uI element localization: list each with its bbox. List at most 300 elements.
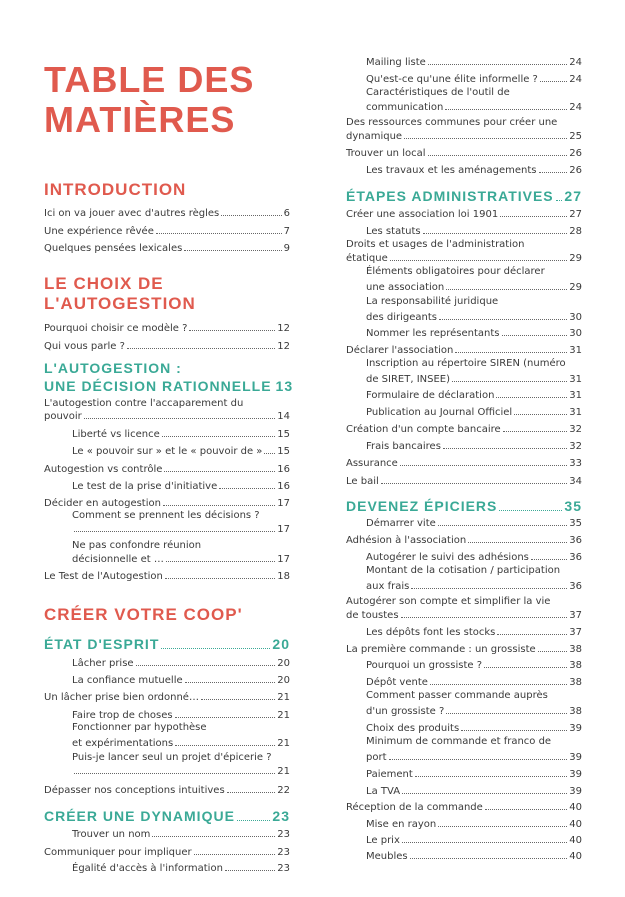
toc-entry[interactable] bbox=[366, 517, 582, 530]
dot-leader bbox=[538, 643, 568, 652]
dot-leader bbox=[184, 242, 281, 251]
toc-entry-label: une association bbox=[366, 282, 445, 293]
toc-entry[interactable] bbox=[366, 850, 582, 863]
toc-entry-label: communication bbox=[366, 102, 444, 113]
dot-leader bbox=[161, 637, 270, 649]
dot-leader bbox=[165, 570, 275, 579]
dot-leader bbox=[439, 311, 567, 320]
page-number: 39 bbox=[569, 752, 582, 763]
toc-entry-label: dynamique bbox=[346, 131, 403, 142]
toc-entry-label: Le « pouvoir sur » et le « pouvoir de » bbox=[72, 446, 263, 457]
page-number: 39 bbox=[569, 723, 582, 734]
toc-entry[interactable] bbox=[366, 659, 582, 672]
toc-entry-text bbox=[366, 295, 582, 308]
dot-leader bbox=[446, 281, 567, 290]
page-number: 17 bbox=[277, 498, 290, 509]
toc-entry-text bbox=[72, 539, 290, 552]
toc-entry[interactable] bbox=[346, 534, 582, 547]
toc-entry-text bbox=[366, 86, 582, 99]
toc-entry[interactable] bbox=[366, 818, 582, 831]
dot-leader bbox=[514, 406, 567, 415]
toc-entry[interactable] bbox=[366, 373, 582, 386]
page-number: 38 bbox=[569, 706, 582, 717]
dot-leader bbox=[438, 517, 568, 526]
dot-leader bbox=[531, 551, 567, 560]
dot-leader bbox=[497, 626, 567, 635]
chapter-title: ÉTAPES ADMINISTRATIVES bbox=[346, 188, 554, 204]
page-number: 15 bbox=[277, 446, 290, 457]
toc-entry-text bbox=[366, 357, 582, 370]
toc-entry[interactable] bbox=[44, 242, 290, 255]
toc-entry[interactable] bbox=[44, 846, 290, 859]
page-number: 38 bbox=[569, 660, 582, 671]
toc-entry-label: Communiquer pour impliquer bbox=[44, 847, 192, 858]
toc-entry-label: Comment passer commande auprès bbox=[366, 690, 548, 701]
toc-entry-label: Nommer les représentants bbox=[366, 328, 500, 339]
toc-entry[interactable] bbox=[366, 785, 582, 798]
page-number: 40 bbox=[569, 819, 582, 830]
page-number: 38 bbox=[569, 677, 582, 688]
page-number: 14 bbox=[277, 411, 290, 422]
toc-entry-label: Qui vous parle ? bbox=[44, 341, 125, 352]
page-number: 37 bbox=[569, 610, 582, 621]
page-number: 31 bbox=[569, 407, 582, 418]
page-number: 27 bbox=[564, 188, 582, 204]
toc-entry-label: Égalité d'accès à l'information bbox=[72, 863, 223, 874]
dot-leader bbox=[428, 56, 567, 65]
toc-entry-label: Démarrer vite bbox=[366, 518, 436, 529]
toc-entry-text bbox=[72, 751, 290, 764]
dot-leader bbox=[539, 164, 568, 173]
page-number: 18 bbox=[277, 571, 290, 582]
page-number: 12 bbox=[277, 341, 290, 352]
toc-entry-label: Un lâcher prise bien ordonné… bbox=[44, 692, 199, 703]
toc-entry[interactable] bbox=[366, 626, 582, 639]
page-number: 21 bbox=[277, 710, 290, 721]
dot-leader bbox=[264, 445, 275, 454]
chapter-heading[interactable] bbox=[44, 636, 290, 653]
toc-entry-label: Le bail bbox=[346, 476, 379, 487]
toc-entry-label: Lâcher prise bbox=[72, 658, 134, 669]
page-number: 21 bbox=[277, 738, 290, 749]
dot-leader bbox=[499, 499, 562, 511]
toc-entry[interactable] bbox=[366, 722, 582, 735]
toc-entry[interactable] bbox=[366, 406, 582, 419]
toc-entry[interactable] bbox=[366, 56, 582, 69]
toc-entry-label: Création d'un compte bancaire bbox=[346, 424, 501, 435]
toc-entry-label: et expérimentations bbox=[72, 738, 174, 749]
chapter-title: UNE DÉCISION RATIONNELLE bbox=[44, 378, 272, 394]
page-number: 23 bbox=[277, 829, 290, 840]
toc-entry-label: L'autogestion contre l'accaparement du bbox=[44, 398, 244, 409]
dot-leader bbox=[468, 534, 567, 543]
chapter-heading[interactable] bbox=[44, 808, 290, 825]
page-number: 16 bbox=[277, 481, 290, 492]
page-title bbox=[44, 60, 304, 140]
toc-entry[interactable] bbox=[366, 676, 582, 689]
toc-entry-label: Adhésion à l'association bbox=[346, 535, 467, 546]
page-number: 28 bbox=[569, 226, 582, 237]
page-number: 34 bbox=[569, 476, 582, 487]
dot-leader bbox=[404, 130, 567, 139]
section-heading bbox=[44, 274, 196, 314]
toc-entry[interactable] bbox=[44, 340, 290, 353]
page-number: 6 bbox=[283, 208, 290, 219]
toc-entry-label: aux frais bbox=[366, 581, 410, 592]
section-heading-line: LE CHOIX DE bbox=[44, 274, 164, 293]
toc-entry-label: Droits et usages de l'administration bbox=[346, 239, 525, 250]
toc-entry-label: Ici on va jouer avec d'autres règles bbox=[44, 208, 220, 219]
toc-entry[interactable] bbox=[366, 705, 582, 718]
toc-entry[interactable] bbox=[346, 147, 582, 160]
toc-entry-label: La confiance mutuelle bbox=[72, 675, 183, 686]
toc-entry[interactable] bbox=[44, 207, 290, 220]
toc-entry[interactable] bbox=[44, 322, 290, 335]
toc-entry-text bbox=[346, 595, 582, 608]
toc-entry-label: Puis-je lancer seul un projet d'épicerie ? bbox=[72, 752, 272, 763]
toc-entry[interactable] bbox=[366, 164, 582, 177]
toc-entry-label: de toustes bbox=[346, 610, 399, 621]
toc-entry-text bbox=[72, 509, 290, 522]
dot-leader bbox=[503, 423, 568, 432]
chapter-heading: L'AUTOGESTION : bbox=[44, 360, 182, 376]
dot-leader bbox=[185, 674, 276, 683]
section-heading-line: CRÉER VOTRE COOP' bbox=[44, 605, 243, 624]
toc-entry[interactable] bbox=[346, 475, 582, 488]
page-number: 35 bbox=[569, 518, 582, 529]
toc-entry-text bbox=[366, 735, 582, 748]
dot-leader bbox=[556, 189, 563, 201]
dot-leader bbox=[84, 410, 276, 419]
dot-leader bbox=[237, 809, 271, 821]
dot-leader bbox=[166, 553, 275, 562]
dot-leader bbox=[156, 225, 282, 234]
toc-entry-label: Pourquoi un grossiste ? bbox=[366, 660, 483, 671]
chapter-title: ÉTAT D'ESPRIT bbox=[44, 636, 160, 652]
page-number: 40 bbox=[569, 802, 582, 813]
toc-entry[interactable] bbox=[72, 765, 290, 778]
toc-entry-label: Fonctionner par hypothèse bbox=[72, 722, 207, 733]
dot-leader bbox=[163, 497, 275, 506]
toc-entry[interactable] bbox=[72, 737, 290, 750]
toc-entry-label: Assurance bbox=[346, 458, 398, 469]
toc-entry-label: Trouver un local bbox=[346, 148, 426, 159]
toc-entry[interactable] bbox=[366, 751, 582, 764]
toc-entry[interactable] bbox=[366, 73, 582, 86]
toc-entry-label: Les statuts bbox=[366, 226, 421, 237]
dot-leader bbox=[201, 691, 275, 700]
chapter-title: DEVENEZ ÉPICIERS bbox=[346, 498, 498, 514]
page-number: 20 bbox=[272, 636, 290, 652]
toc-entry-label: Le test de la prise d'initiative bbox=[72, 481, 218, 492]
toc-entry-label: Qu'est-ce qu'une élite informelle ? bbox=[366, 74, 538, 85]
toc-entry-label: Décider en autogestion bbox=[44, 498, 161, 509]
toc-entry[interactable] bbox=[366, 768, 582, 781]
toc-entry[interactable] bbox=[72, 428, 290, 441]
toc-entry-label: port bbox=[366, 752, 387, 763]
toc-entry-text bbox=[366, 265, 582, 278]
dot-leader bbox=[438, 818, 567, 827]
toc-entry[interactable] bbox=[366, 311, 582, 324]
toc-entry[interactable] bbox=[72, 657, 290, 670]
page-title-line2: MATIÈRES bbox=[44, 99, 236, 140]
page-title-line1: TABLE DES bbox=[44, 59, 255, 100]
toc-entry[interactable] bbox=[72, 828, 290, 841]
toc-entry[interactable] bbox=[346, 252, 582, 265]
page-number: 40 bbox=[569, 851, 582, 862]
dot-leader bbox=[500, 208, 567, 217]
dot-leader bbox=[164, 463, 275, 472]
toc-entry-label: Le Test de l'Autogestion bbox=[44, 571, 163, 582]
dot-leader bbox=[189, 322, 275, 331]
dot-leader bbox=[162, 428, 276, 437]
dot-leader bbox=[127, 340, 275, 349]
page-number: 32 bbox=[569, 424, 582, 435]
toc-entry-label: Éléments obligatoires pour déclarer bbox=[366, 266, 545, 277]
toc-entry[interactable] bbox=[44, 570, 290, 583]
page-number: 29 bbox=[569, 282, 582, 293]
toc-entry-label: Dépôt vente bbox=[366, 677, 428, 688]
dot-leader bbox=[455, 344, 567, 353]
dot-leader bbox=[227, 784, 276, 793]
dot-leader bbox=[452, 373, 567, 382]
page-number: 39 bbox=[569, 769, 582, 780]
page-number: 29 bbox=[569, 253, 582, 264]
toc-entry-text bbox=[366, 564, 582, 577]
toc-entry-label: Trouver un nom bbox=[72, 829, 151, 840]
page-number: 23 bbox=[277, 847, 290, 858]
toc-entry[interactable] bbox=[72, 445, 290, 458]
dot-leader bbox=[540, 73, 567, 82]
toc-entry[interactable] bbox=[346, 344, 582, 357]
toc-entry-label: Minimum de commande et franco de bbox=[366, 736, 552, 747]
page-number: 24 bbox=[569, 102, 582, 113]
toc-entry-label: Le prix bbox=[366, 835, 400, 846]
dot-leader bbox=[402, 834, 567, 843]
section-heading bbox=[44, 605, 243, 625]
toc-entry[interactable] bbox=[44, 225, 290, 238]
toc-entry[interactable] bbox=[44, 463, 290, 476]
dot-leader bbox=[410, 850, 568, 859]
toc-entry[interactable] bbox=[44, 410, 290, 423]
page-number: 35 bbox=[564, 498, 582, 514]
dot-leader bbox=[194, 846, 276, 855]
dot-leader bbox=[389, 751, 568, 760]
toc-entry-label: pouvoir bbox=[44, 411, 82, 422]
toc-entry[interactable] bbox=[366, 440, 582, 453]
page-number: 31 bbox=[569, 374, 582, 385]
toc-entry[interactable] bbox=[366, 389, 582, 402]
page-number: 7 bbox=[283, 226, 290, 237]
toc-entry-text bbox=[346, 116, 582, 129]
page-number: 26 bbox=[569, 148, 582, 159]
page-number: 24 bbox=[569, 74, 582, 85]
page-number: 23 bbox=[277, 863, 290, 874]
toc-entry[interactable] bbox=[346, 643, 582, 656]
page-number: 13 bbox=[275, 378, 294, 394]
toc-entry-label: Autogérer le suivi des adhésions bbox=[366, 552, 529, 563]
page-number: 36 bbox=[569, 535, 582, 546]
section-heading bbox=[44, 180, 186, 200]
dot-leader bbox=[445, 101, 567, 110]
page-number: 36 bbox=[569, 552, 582, 563]
page-number: 20 bbox=[277, 658, 290, 669]
toc-entry-label: Montant de la cotisation / participation bbox=[366, 565, 561, 576]
dot-leader bbox=[74, 765, 275, 774]
page-number: 27 bbox=[569, 209, 582, 220]
dot-leader bbox=[136, 657, 276, 666]
page-number: 20 bbox=[277, 675, 290, 686]
page-number: 38 bbox=[569, 644, 582, 655]
toc-entry-label: Meubles bbox=[366, 851, 408, 862]
toc-entry[interactable] bbox=[72, 480, 290, 493]
page-number: 21 bbox=[277, 692, 290, 703]
dot-leader bbox=[381, 475, 568, 484]
page-number: 39 bbox=[569, 786, 582, 797]
toc-entry-label: Autogestion vs contrôle bbox=[44, 464, 163, 475]
chapter-heading[interactable] bbox=[44, 378, 294, 395]
dot-leader bbox=[446, 705, 567, 714]
page-number: 23 bbox=[272, 808, 290, 824]
toc-entry[interactable] bbox=[366, 551, 582, 564]
page-number: 36 bbox=[569, 581, 582, 592]
dot-leader bbox=[423, 225, 568, 234]
toc-entry-label: d'un grossiste ? bbox=[366, 706, 445, 717]
dot-leader bbox=[74, 523, 275, 532]
toc-entry[interactable] bbox=[72, 553, 290, 566]
toc-entry-label: La TVA bbox=[366, 786, 401, 797]
page-number: 30 bbox=[569, 312, 582, 323]
page-number: 31 bbox=[569, 345, 582, 356]
toc-entry-label: Réception de la commande bbox=[346, 802, 483, 813]
dot-leader bbox=[415, 768, 567, 777]
toc-entry[interactable] bbox=[366, 834, 582, 847]
toc-entry[interactable] bbox=[366, 580, 582, 593]
toc-entry-label: de SIRET, INSEE) bbox=[366, 374, 451, 385]
toc-entry[interactable] bbox=[366, 327, 582, 340]
toc-entry-text bbox=[346, 238, 582, 251]
dot-leader bbox=[485, 801, 567, 810]
toc-entry-label: La première commande : un grossiste bbox=[346, 644, 536, 655]
dot-leader bbox=[461, 722, 567, 731]
dot-leader bbox=[400, 457, 567, 466]
dot-leader bbox=[402, 785, 567, 794]
toc-entry-label: Quelques pensées lexicales bbox=[44, 243, 183, 254]
page-number: 37 bbox=[569, 627, 582, 638]
toc-entry-label: Des ressources communes pour créer une bbox=[346, 117, 558, 128]
section-heading-line: INTRODUCTION bbox=[44, 180, 187, 199]
toc-entry-label: La responsabilité juridique bbox=[366, 296, 499, 307]
toc-entry-text bbox=[72, 721, 290, 734]
dot-leader bbox=[175, 737, 275, 746]
toc-entry-label: Les travaux et les aménagements bbox=[366, 165, 537, 176]
dot-leader bbox=[502, 327, 568, 336]
toc-entry[interactable] bbox=[366, 225, 582, 238]
dot-leader bbox=[411, 580, 567, 589]
page-number: 17 bbox=[277, 554, 290, 565]
toc-entry-label: Frais bancaires bbox=[366, 441, 441, 452]
toc-entry-label: Pourquoi choisir ce modèle ? bbox=[44, 323, 188, 334]
toc-entry-label: Paiement bbox=[366, 769, 413, 780]
dot-leader bbox=[443, 440, 567, 449]
dot-leader bbox=[225, 862, 275, 871]
toc-entry-label: Liberté vs licence bbox=[72, 429, 160, 440]
toc-entry-label: Mailing liste bbox=[366, 57, 426, 68]
toc-entry[interactable] bbox=[346, 208, 582, 221]
toc-entry[interactable] bbox=[366, 281, 582, 294]
toc-entry[interactable] bbox=[346, 457, 582, 470]
section-heading-line: L'AUTOGESTION bbox=[44, 294, 196, 313]
toc-entry[interactable] bbox=[72, 523, 290, 536]
page-number: 32 bbox=[569, 441, 582, 452]
page-number: 15 bbox=[277, 429, 290, 440]
toc-entry-label: Dépasser nos conceptions intuitives bbox=[44, 785, 225, 796]
chapter-heading[interactable] bbox=[346, 188, 582, 205]
dot-leader bbox=[428, 147, 568, 156]
page-number: 30 bbox=[569, 328, 582, 339]
dot-leader bbox=[221, 207, 281, 216]
page-number: 9 bbox=[283, 243, 290, 254]
dot-leader bbox=[390, 252, 568, 261]
toc-entry-label: Formulaire de déclaration bbox=[366, 390, 495, 401]
dot-leader bbox=[430, 676, 567, 685]
toc-entry-label: Créer une association loi 1901 bbox=[346, 209, 499, 220]
toc-entry-label: Comment se prennent les décisions ? bbox=[72, 510, 260, 521]
dot-leader bbox=[496, 389, 567, 398]
toc-entry-label: Caractéristiques de l'outil de bbox=[366, 87, 510, 98]
toc-entry[interactable] bbox=[346, 801, 582, 814]
toc-entry-label: décisionnelle et … bbox=[72, 554, 164, 565]
page-number: 22 bbox=[277, 785, 290, 796]
page-number: 40 bbox=[569, 835, 582, 846]
page-number: 16 bbox=[277, 464, 290, 475]
page-number: 17 bbox=[277, 524, 290, 535]
dot-leader bbox=[484, 659, 567, 668]
page-number: 31 bbox=[569, 390, 582, 401]
toc-entry-label: Choix des produits bbox=[366, 723, 460, 734]
toc-entry[interactable] bbox=[346, 130, 582, 143]
toc-entry-label: Ne pas confondre réunion bbox=[72, 540, 202, 551]
toc-entry-label: Déclarer l'association bbox=[346, 345, 454, 356]
toc-entry-label: Une expérience rêvée bbox=[44, 226, 154, 237]
toc-entry-label: Autogérer son compte et simplifier la vie bbox=[346, 596, 551, 607]
toc-entry[interactable] bbox=[72, 674, 290, 687]
dot-leader bbox=[175, 709, 276, 718]
toc-entry-label: Mise en rayon bbox=[366, 819, 437, 830]
page-number: 21 bbox=[277, 766, 290, 777]
toc-entry-label: Faire trop de choses bbox=[72, 710, 173, 721]
chapter-heading[interactable] bbox=[346, 498, 582, 515]
toc-entry-text bbox=[366, 689, 582, 702]
toc-entry[interactable] bbox=[366, 101, 582, 114]
dot-leader bbox=[152, 828, 275, 837]
toc-entry[interactable] bbox=[44, 691, 290, 704]
toc-entry-label: Inscription au répertoire SIREN (numéro bbox=[366, 358, 566, 369]
toc-entry-text bbox=[44, 397, 290, 410]
toc-entry[interactable] bbox=[346, 423, 582, 436]
page-number: 26 bbox=[569, 165, 582, 176]
toc-entry[interactable] bbox=[72, 862, 290, 875]
page-number: 25 bbox=[569, 131, 582, 142]
toc-entry-label: Publication au Journal Officiel bbox=[366, 407, 513, 418]
toc-entry-label: des dirigeants bbox=[366, 312, 438, 323]
toc-entry[interactable] bbox=[44, 784, 290, 797]
page-number: 24 bbox=[569, 57, 582, 68]
chapter-title: CRÉER UNE DYNAMIQUE bbox=[44, 808, 235, 824]
dot-leader bbox=[219, 480, 275, 489]
page-number: 33 bbox=[569, 458, 582, 469]
toc-entry[interactable] bbox=[346, 609, 582, 622]
